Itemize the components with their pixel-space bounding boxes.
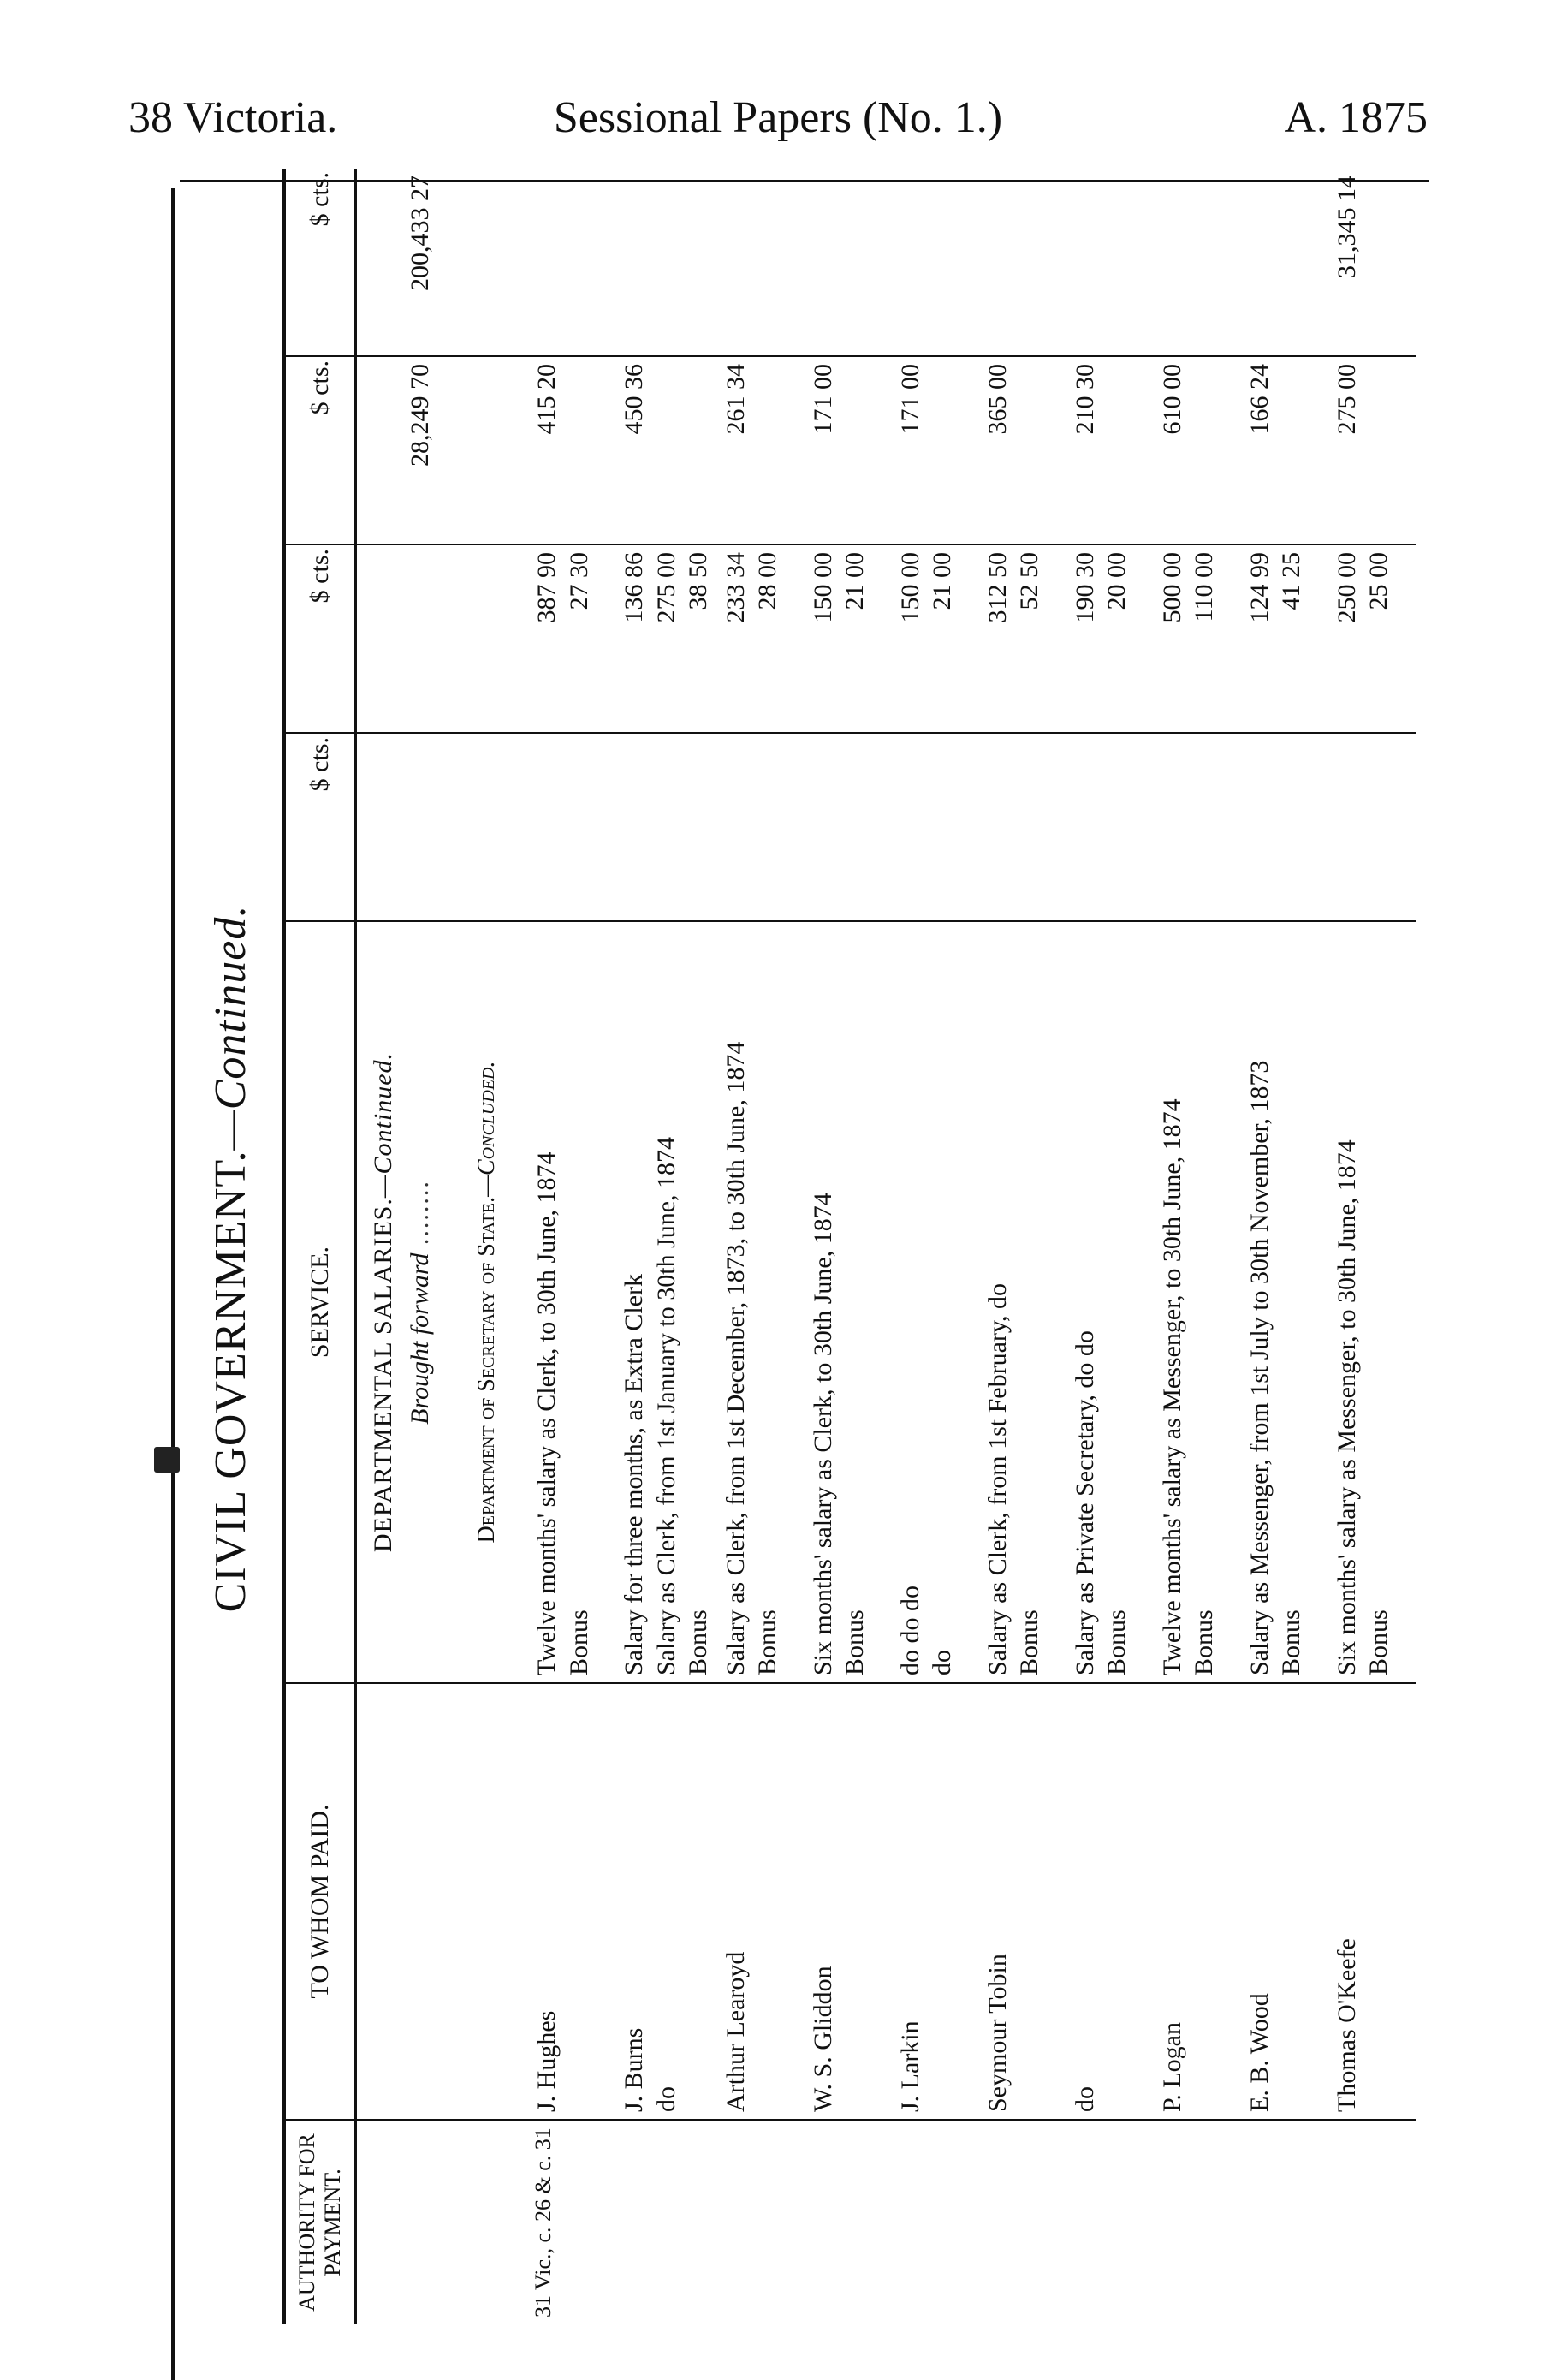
service-line: Bonus — [684, 1609, 712, 1675]
amount-subtotal: 450 36 — [620, 364, 648, 435]
paid-cell — [1066, 1683, 1154, 2120]
amount-item: 41 25 — [1277, 552, 1305, 610]
amount-col2-cell — [979, 544, 1066, 733]
page-header-center: Sessional Papers (No. 1.) — [553, 93, 1003, 142]
col-amt2: $ cts. — [284, 544, 356, 733]
amount-col3-cell — [805, 356, 892, 544]
amount-subtotal: 210 30 — [1070, 364, 1099, 435]
amount-col4-cell — [1328, 169, 1416, 356]
service-line: Salary as Clerk, from 1st February, do — [983, 1283, 1012, 1675]
authority-note: 31 Vic., c. 26 & c. 31 — [531, 2127, 555, 2318]
amount-col4-cell — [1066, 169, 1154, 356]
amount-subtotal: 365 00 — [983, 364, 1012, 435]
amount-subtotal: 275 00 — [1332, 364, 1361, 435]
table-row — [528, 169, 615, 2324]
service-line: Twelve months' salary as Messenger, to 30th June, 1874 — [1157, 1098, 1186, 1675]
authority-cell — [717, 2120, 805, 2324]
service-cell — [1066, 921, 1154, 1683]
table-row — [717, 169, 805, 2324]
service-line: Salary as Private Secretary, do do — [1070, 1330, 1099, 1675]
amount-item: 150 00 — [808, 552, 837, 623]
amount-col4-cell — [805, 169, 892, 356]
service-line: Six months' salary as Messenger, to 30th June, 1874 — [1332, 1139, 1361, 1675]
amount-col4-cell — [892, 169, 979, 356]
paid-cell — [528, 1683, 615, 2120]
payee-name: do — [651, 2086, 680, 2112]
authority-cell — [979, 2120, 1066, 2324]
amount-item: 250 00 — [1332, 552, 1361, 623]
service-line: Six months' salary as Clerk, to 30th June, 1874 — [808, 1193, 837, 1675]
amount-item: 500 00 — [1157, 552, 1186, 623]
amount-col2-cell — [1066, 544, 1154, 733]
amount-col1-cell — [805, 733, 892, 921]
amount-col2-cell — [528, 544, 615, 733]
title-main: CIVIL GOVERNMENT. — [206, 1150, 255, 1613]
amount-col2-cell — [1154, 544, 1241, 733]
amount-col4-cell — [717, 169, 805, 356]
amount-item: 38 50 — [684, 552, 712, 610]
payee-name: Thomas O'Keefe — [1332, 1938, 1361, 2112]
payee-name: Arthur Learoyd — [721, 1951, 750, 2112]
department-row — [460, 169, 528, 2324]
col-amt4: $ cts. — [284, 169, 356, 356]
table-title — [180, 193, 282, 2324]
service-cell — [615, 921, 717, 1683]
service-line: Bonus — [840, 1609, 869, 1675]
service-cell — [805, 921, 892, 1683]
service-line: Bonus — [1190, 1609, 1218, 1675]
table-row — [1154, 169, 1241, 2324]
amount-item: 190 30 — [1070, 552, 1099, 623]
table-row — [892, 169, 979, 2324]
amount-col1-cell — [1328, 733, 1416, 921]
table-row — [1066, 169, 1154, 2324]
service-line: do do do — [895, 1586, 924, 1675]
paid-cell — [1154, 1683, 1241, 2120]
table-row — [615, 169, 717, 2324]
service-cell — [1328, 921, 1416, 1683]
payee-name: do — [1070, 2086, 1099, 2112]
printer-mark — [154, 1447, 180, 1473]
amount-subtotal: 171 00 — [895, 364, 924, 435]
amount-col3-cell — [615, 356, 717, 544]
amount-subtotal: 415 20 — [532, 364, 561, 435]
rotated-table-page — [180, 172, 1429, 2324]
amount-item: 233 34 — [721, 552, 750, 623]
payee-name: J. Larkin — [895, 2020, 924, 2112]
service-cell — [1154, 921, 1241, 1683]
authority-cell — [528, 2120, 615, 2324]
payee-name: Seymour Tobin — [983, 1954, 1012, 2112]
amount-item: 28 00 — [753, 552, 781, 610]
service-line: do — [928, 1650, 956, 1675]
service-line: Salary for three months, as Extra Clerk — [620, 1273, 648, 1675]
salary-rows — [528, 169, 1416, 2324]
amount-subtotal: 166 24 — [1244, 364, 1274, 435]
amount-col2-cell — [615, 544, 717, 733]
col-paid: TO WHOM PAID. — [284, 1683, 356, 2120]
amount-col2-cell — [1328, 544, 1416, 733]
payee-name: J. Hughes — [532, 2010, 561, 2112]
amount-col1-cell — [979, 733, 1066, 921]
amount-col1-cell — [615, 733, 717, 921]
amount-item: 124 99 — [1244, 552, 1274, 623]
brought-forward-label: Brought forward — [406, 1252, 434, 1425]
amount-item: 136 86 — [620, 552, 648, 623]
amount-col3-cell — [1241, 356, 1328, 544]
amount-col3-cell — [1328, 356, 1416, 544]
col-authority: AUTHORITY FOR PAYMENT. — [284, 2120, 356, 2324]
brought-forward-amt4: 200,433 27 — [403, 169, 460, 356]
table-row — [1241, 169, 1328, 2324]
amount-col4-cell — [528, 169, 615, 356]
amount-col1-cell — [717, 733, 805, 921]
payee-name: W. S. Gliddon — [808, 1966, 837, 2112]
amount-item: 20 00 — [1102, 552, 1131, 610]
service-cell — [979, 921, 1066, 1683]
section-heading: DEPARTMENTAL SALARIES.—Continued. — [356, 921, 404, 1683]
title-suffix: —Continued. — [206, 904, 255, 1151]
amount-item: 387 90 — [532, 552, 561, 623]
amount-item: 312 50 — [983, 552, 1012, 623]
amount-col1-cell — [1154, 733, 1241, 921]
service-cell — [892, 921, 979, 1683]
page-header-left: 38 Victoria. — [128, 93, 338, 142]
amount-col3-cell — [1066, 356, 1154, 544]
amount-col4-cell — [1241, 169, 1328, 356]
paid-cell — [979, 1683, 1066, 2120]
page-header-right: A. 1875 — [1284, 93, 1428, 142]
service-cell — [1241, 921, 1328, 1683]
col-service: SERVICE. — [284, 921, 356, 1683]
paid-cell — [717, 1683, 805, 2120]
authority-cell — [615, 2120, 717, 2324]
table-row — [1328, 169, 1416, 2324]
service-line: Bonus — [1015, 1609, 1043, 1675]
amount-subtotal: 610 00 — [1157, 364, 1186, 435]
table-header-row — [284, 169, 356, 2324]
authority-cell — [1241, 2120, 1328, 2324]
amount-col2-cell — [717, 544, 805, 733]
authority-cell — [805, 2120, 892, 2324]
table-row — [979, 169, 1066, 2324]
amount-col4-cell — [1154, 169, 1241, 356]
amount-item: 150 00 — [895, 552, 924, 623]
amount-item: 52 50 — [1015, 552, 1043, 610]
salaries-table — [282, 169, 1416, 2324]
amount-col1-cell — [528, 733, 615, 921]
paid-cell — [615, 1683, 717, 2120]
paid-cell — [1241, 1683, 1328, 2120]
brought-forward-amt3: 28,249 70 — [403, 356, 460, 544]
department-heading: Department of Secretary of State.—Concluded. — [460, 921, 528, 1683]
payee-name: P. Logan — [1157, 2022, 1186, 2112]
amount-col1-cell — [892, 733, 979, 921]
col-amt3: $ cts. — [284, 356, 356, 544]
section-heading-row — [356, 169, 404, 2324]
service-line: Bonus — [753, 1609, 781, 1675]
amount-col2-cell — [892, 544, 979, 733]
amount-item: 110 00 — [1190, 552, 1218, 622]
amount-col3-cell — [892, 356, 979, 544]
service-line: Bonus — [1102, 1609, 1131, 1675]
authority-cell — [1328, 2120, 1416, 2324]
service-line: Salary as Messenger, from 1st July to 30th November, 1873 — [1244, 1060, 1274, 1675]
amount-item: 25 00 — [1364, 552, 1393, 610]
amount-col2-cell — [1241, 544, 1328, 733]
paid-cell — [892, 1683, 979, 2120]
service-line: Bonus — [1364, 1609, 1393, 1675]
amount-total: 31,345 14 — [1332, 176, 1361, 278]
service-line: Bonus — [1277, 1609, 1305, 1675]
amount-col3-cell — [1154, 356, 1241, 544]
amount-subtotal: 171 00 — [808, 364, 837, 435]
paid-cell — [805, 1683, 892, 2120]
amount-col4-cell — [615, 169, 717, 356]
payee-name: J. Burns — [620, 2027, 648, 2112]
authority-cell — [892, 2120, 979, 2324]
amount-item: 27 30 — [564, 552, 593, 610]
amount-col3-cell — [528, 356, 615, 544]
service-line: Salary as Clerk, from 1st December, 1873, to 30th June, 1874 — [721, 1041, 750, 1675]
amount-col3-cell — [979, 356, 1066, 544]
amount-item: 21 00 — [928, 552, 956, 610]
service-cell — [528, 921, 615, 1683]
amount-item: 275 00 — [651, 552, 680, 623]
table-row — [805, 169, 892, 2324]
service-line: Salary as Clerk, from 1st January to 30th June, 1874 — [651, 1136, 680, 1675]
col-amt1: $ cts. — [284, 733, 356, 921]
service-line: Twelve months' salary as Clerk, to 30th June, 1874 — [532, 1151, 561, 1675]
brought-forward-row: Brought forward ........ 28,249 70 200,433 27 — [403, 169, 460, 2324]
amount-col2-cell — [805, 544, 892, 733]
amount-item: 21 00 — [840, 552, 869, 610]
amount-col4-cell — [979, 169, 1066, 356]
amount-col1-cell — [1066, 733, 1154, 921]
amount-col1-cell — [1241, 733, 1328, 921]
amount-col3-cell — [717, 356, 805, 544]
authority-cell — [1066, 2120, 1154, 2324]
amount-subtotal: 261 34 — [721, 364, 750, 435]
service-cell — [717, 921, 805, 1683]
paid-cell — [1328, 1683, 1416, 2120]
service-line: Bonus — [564, 1609, 593, 1675]
payee-name: E. B. Wood — [1244, 1993, 1274, 2112]
authority-cell — [1154, 2120, 1241, 2324]
